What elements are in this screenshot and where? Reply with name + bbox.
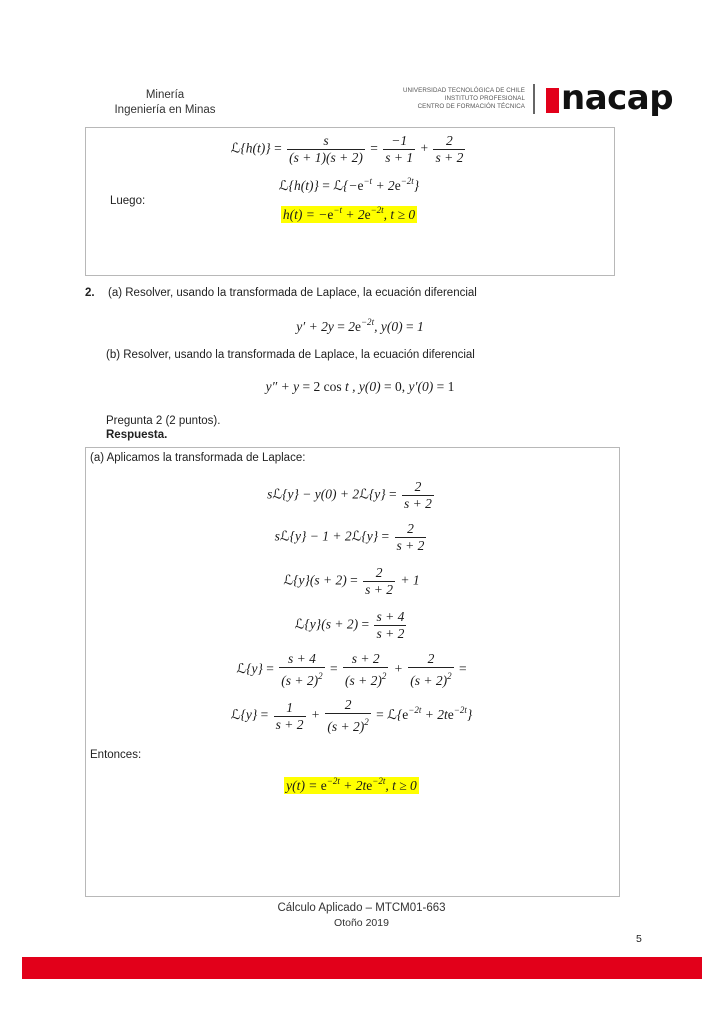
luego-label: Luego: <box>110 195 146 207</box>
respuesta-label: Respuesta. <box>106 429 168 441</box>
footer-term: Otoño 2019 <box>334 917 389 929</box>
inst-line3: CENTRO DE FORMACIÓN TÉCNICA <box>417 103 525 110</box>
entonces-label: Entonces: <box>90 749 142 761</box>
eq-step-4: ℒ{y}(s + 2) = $\frac{s + 4}{s + 2}$ <box>294 609 405 641</box>
footer-course: Cálculo Aplicado – MTCM01-663 <box>277 902 446 914</box>
pregunta-label: Pregunta 2 (2 puntos). <box>106 415 221 427</box>
institution-text <box>395 87 525 111</box>
inst-line1: UNIVERSIDAD TECNOLÓGICA DE CHILE <box>402 87 525 94</box>
eq-laplace-h-fraction: ℒ{h(t)} = $\frac{s}{(s + 1)(s + 2)}$ = $\frac{-1}{s + 1}$ + $\frac{2}{s + 2}$ <box>230 133 464 165</box>
eq-step-3: ℒ{y}(s + 2) = $\frac{2}{s + 2}$ + 1 <box>283 565 420 597</box>
eq-question-b: y″ + y = 2 cos t , y(0) = 0, y′(0) = 1 <box>265 379 455 394</box>
eq-question-a: $y' + 2y = 2e^{-2t}$, y(0) = 1 <box>296 317 424 334</box>
header-divider <box>533 84 535 114</box>
question-part-b: (b) Resolver, usando la transformada de Laplace, la ecuación diferencial <box>106 349 475 361</box>
header-line2: Ingeniería en Minas <box>114 104 216 116</box>
footer-red-bar <box>22 957 702 979</box>
question-number: 2. <box>85 287 95 299</box>
eq-step-5: ℒ{y} = $\frac{s + 4}{(s + 2)^2}$ = $\frac{s + 2}{(s + 2)^2}$ + $\frac{2}{(s + 2)^2}$ = <box>236 651 467 688</box>
eq-laplace-h-exp: ℒ{h(t)} = $ℒ\{-e^{-t} + 2e^{-2t}\}$ <box>278 176 420 193</box>
header-program <box>110 88 220 118</box>
box2-intro: (a) Aplicamos la transformada de Laplace: <box>90 452 306 464</box>
result-h: $h(t) = -e^{-t} + 2e^{-2t}$, t ≥ 0 <box>282 205 416 222</box>
question-part-a: (a) Resolver, usando la transformada de Laplace, la ecuación diferencial <box>108 287 477 299</box>
result-y: $y(t) = e^{-2t} + 2te^{-2t}$, t ≥ 0 <box>286 776 417 793</box>
logo-i-block <box>546 88 559 113</box>
inst-line2: INSTITUTO PROFESIONAL <box>444 95 525 102</box>
header-line1: Minería <box>145 89 185 101</box>
eq-step-6: ℒ{y} = $\frac{1}{s + 2}$ + $\frac{2}{(s + 2)^2}$ = $ℒ\{e^{-2t} + 2te^{-2t}\}$ <box>230 697 473 734</box>
inacap-logo: nacap <box>561 78 674 118</box>
eq-step-1: sℒ{y} − y(0) + 2ℒ{y} = $\frac{2}{s + 2}$ <box>267 479 432 511</box>
page-number: 5 <box>636 933 642 945</box>
eq-step-2: sℒ{y} − 1 + 2ℒ{y} = $\frac{2}{s + 2}$ <box>274 521 425 553</box>
